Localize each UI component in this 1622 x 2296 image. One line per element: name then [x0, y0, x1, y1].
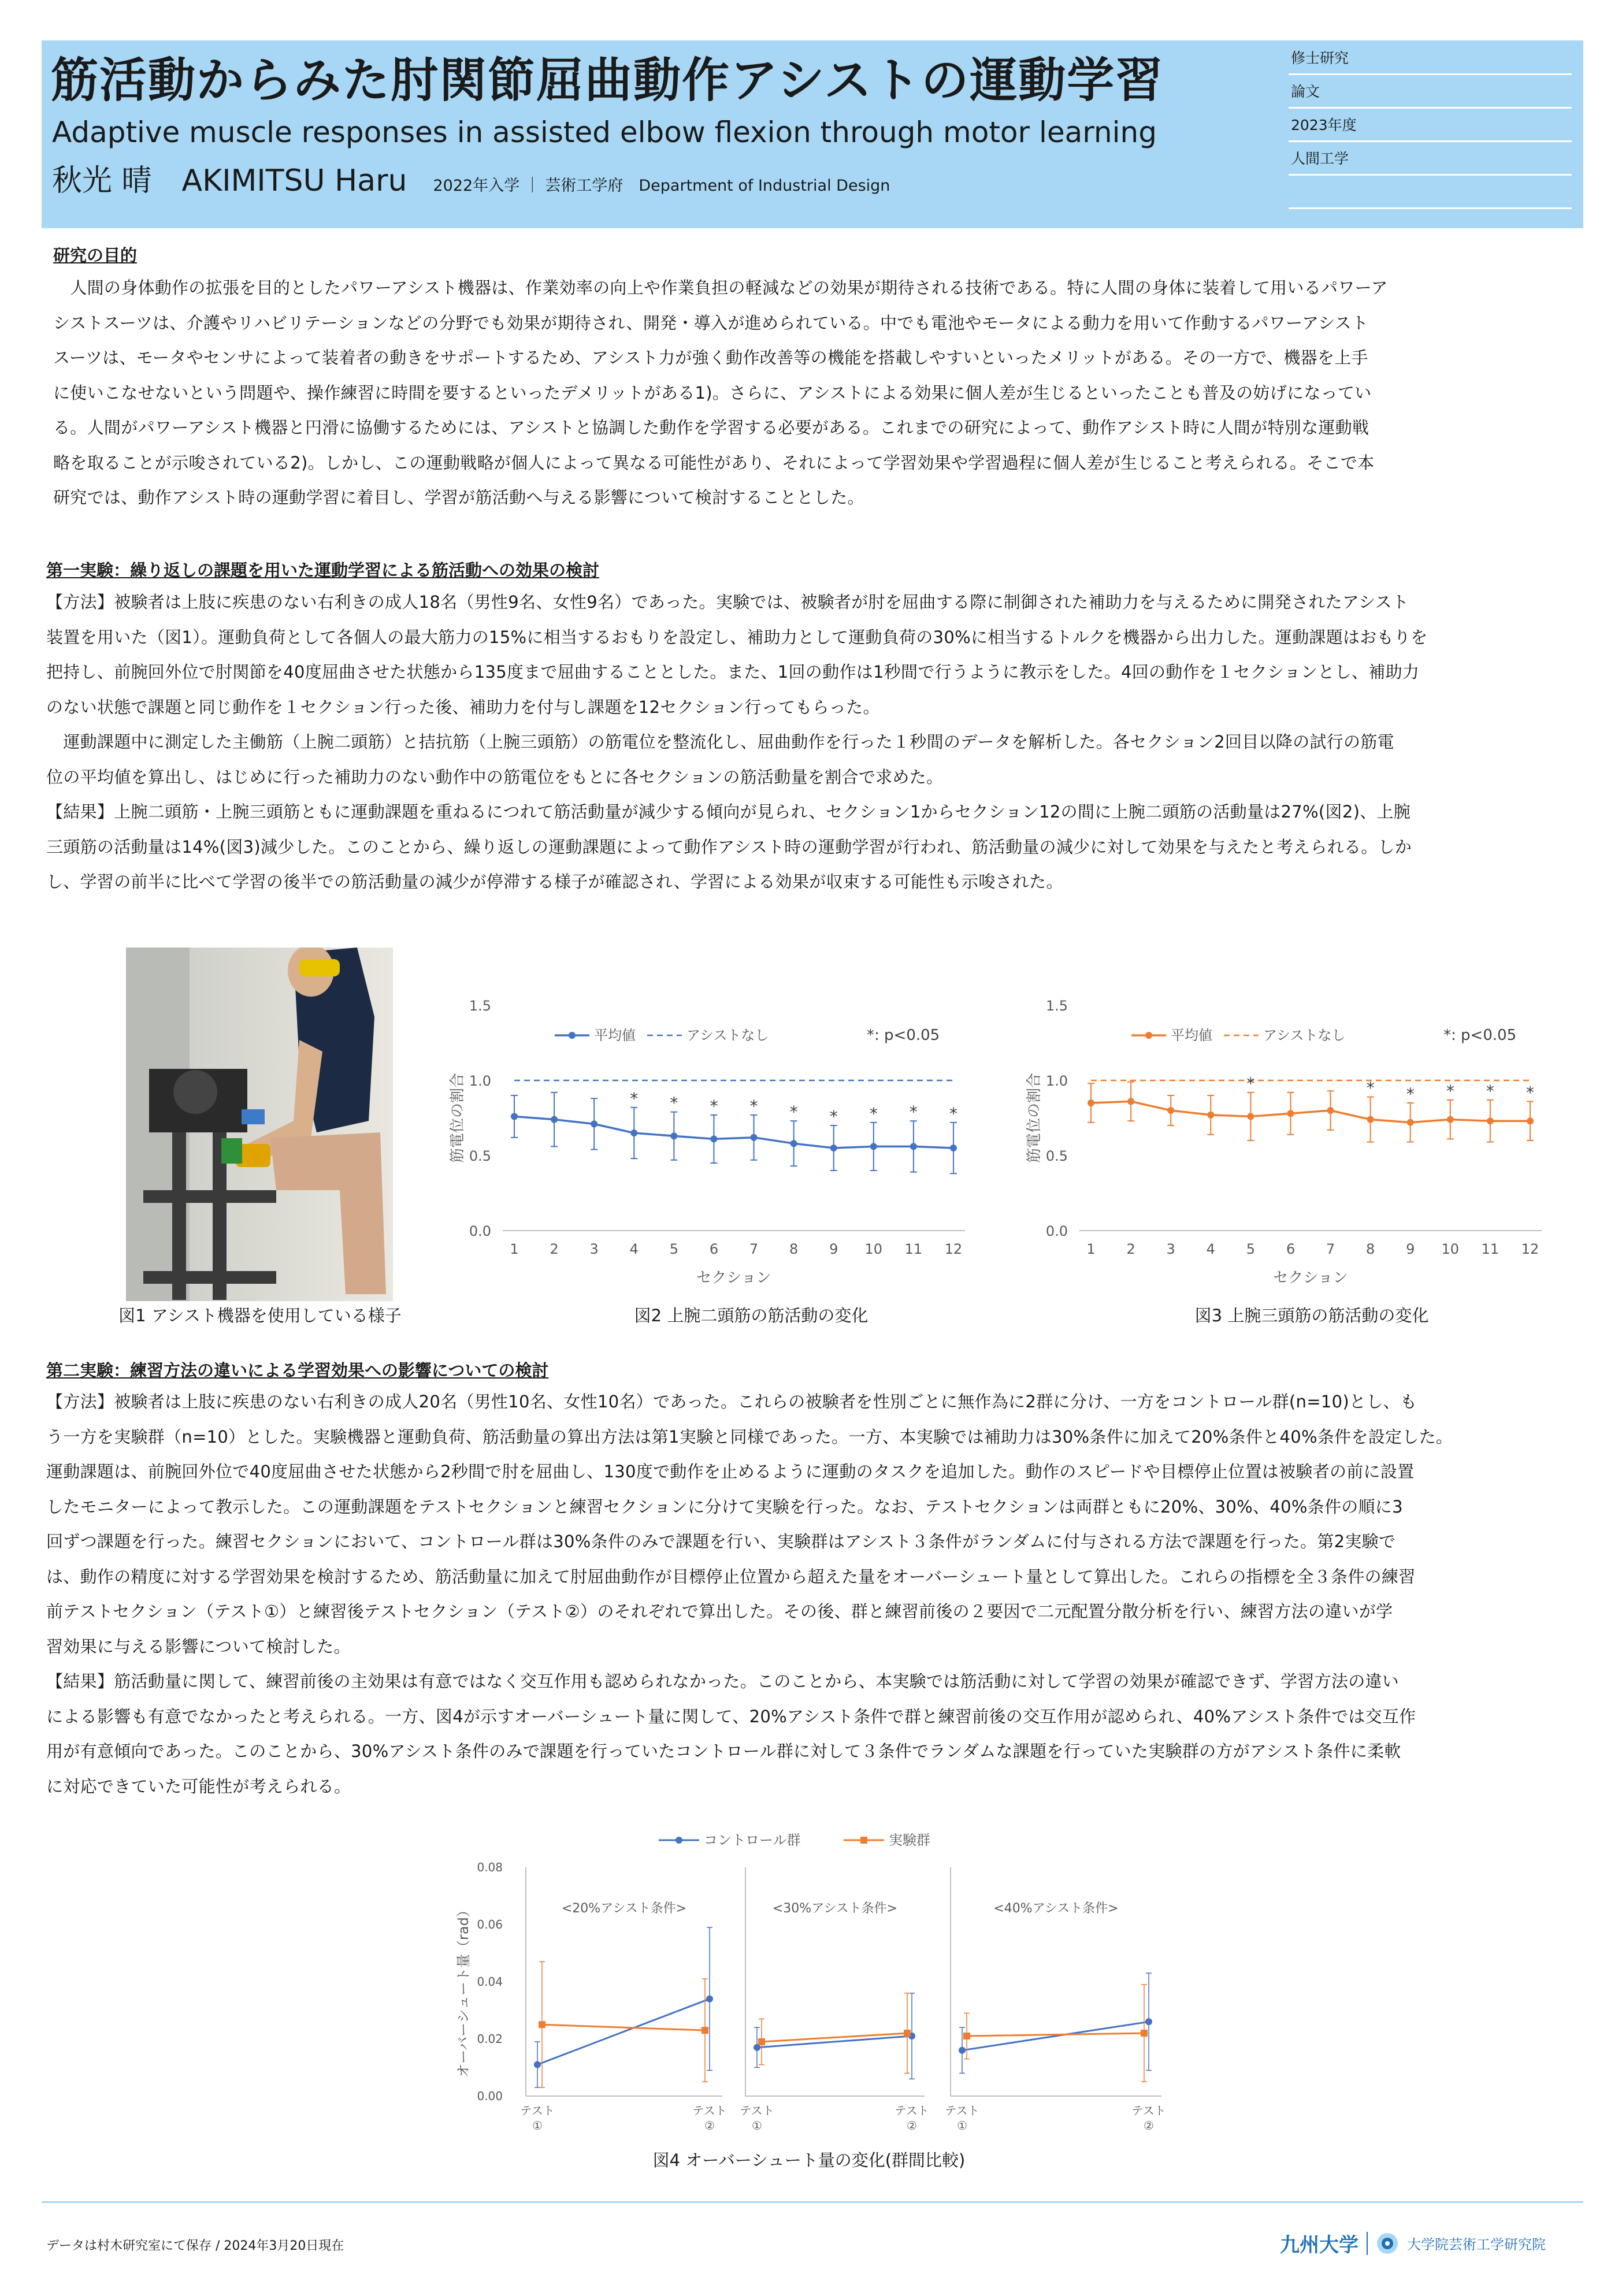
- significance-marker: *: [710, 1096, 718, 1116]
- text-line: 【方法】被験者は上肢に疾患のない右利きの成人18名（男性9名、女性9名）であった。実験では、被験者が肘を屈曲する際に制御された補助力を与えるために開発されたアシスト: [46, 592, 1409, 612]
- legend-marker-control: [675, 1837, 682, 1844]
- text-line: したモニターによって教示した。この運動課題をテストセクションと練習セクションに分けて実験を行った。なお、テストセクションは両群ともに20%、30%、40%条件の順に3: [46, 1496, 1403, 1517]
- x-tick-label: 3: [589, 1241, 599, 1257]
- data-point: [701, 2027, 708, 2034]
- significance-note: *: p<0.05: [1443, 1027, 1517, 1044]
- meta-blank: [1289, 176, 1572, 209]
- data-point: [1145, 2018, 1152, 2025]
- data-point: [1167, 1107, 1174, 1114]
- text-line: 装置を用いた（図1）。運動負荷として各個人の最大筋力の15%に相当するおもりを設定し、補助力として運動負荷の30%に相当するトルクを機器から出力した。運動課題はおもりを: [46, 627, 1428, 647]
- significance-marker: *: [829, 1107, 838, 1126]
- x-tick-label: 5: [1246, 1241, 1256, 1257]
- x-tick-label: テスト: [1131, 2104, 1166, 2117]
- university-name: 九州大学: [1280, 2234, 1359, 2257]
- text-line: 運動課題中に測定した主働筋（上腕二頭筋）と拮抗筋（上腕三頭筋）の筋電位を整流化し、屈曲動作を行った１秒間のデータを解析した。各セクション2回目以降の試行の筋電: [46, 732, 1394, 752]
- fig4-chart: [445, 1823, 1185, 2146]
- text-line: 人間の身体動作の拡張を目的としたパワーアシスト機器は、作業効率の向上や作業負担の軽減などの効果が期待される技術である。特に人間の身体に装着して用いるパワーア: [53, 278, 1388, 298]
- text-line: スーツは、モータやセンサによって装着者の動きをサポートするため、アシスト力が強く動作改善等の機能を搭載しやすいといったメリットがある。その一方で、機器を上手: [53, 348, 1368, 367]
- meta-table: [1289, 42, 1572, 209]
- meta-year: 2023年度: [1289, 109, 1572, 142]
- exp2-paragraph: [46, 1384, 1586, 1804]
- text-line: 用が有意傾向であった。このことから、30%アシスト条件のみで課題を行っていたコントロール群に対して３条件でランダムな課題を行っていた実験群の方がアシスト条件に柔軟: [46, 1741, 1401, 1761]
- data-point: [670, 1132, 677, 1139]
- x-tick-label: 6: [709, 1241, 719, 1257]
- x-tick-label: テスト: [692, 2104, 727, 2117]
- panel-label: <20%アシスト条件>: [561, 1901, 687, 1916]
- footer-note: データは村木研究室にて保存 / 2024年3月20日現在: [46, 2239, 344, 2253]
- text-line: に使いこなせないという問題や、操作練習に時間を要するといったデメリットがある1)。さらに、アシストによる効果に個人差が生じるといったことも普及の妨げになってい: [53, 382, 1372, 403]
- fig2-chart: [445, 994, 988, 1294]
- x-tick-label: 8: [789, 1241, 799, 1257]
- x-tick-label: テスト: [894, 2104, 929, 2117]
- x-tick-label: 10: [864, 1241, 883, 1257]
- data-point: [1407, 1119, 1414, 1126]
- panel-label: <40%アシスト条件>: [993, 1901, 1119, 1916]
- x-tick-label: 10: [1441, 1241, 1460, 1257]
- author-name: 秋光 晴 AKIMITSU Haru: [52, 164, 407, 198]
- footer-rule: [42, 2201, 1583, 2203]
- purpose-paragraph: [53, 270, 1584, 515]
- x-tick-label: 4: [1206, 1241, 1215, 1257]
- x-tick-label: 4: [629, 1241, 639, 1257]
- x-tick-label: ②: [1144, 2119, 1154, 2132]
- x-tick-label: 1: [1086, 1241, 1096, 1257]
- exp1-title: 第一実験：繰り返しの課題を用いた運動学習による筋活動への効果の検討: [46, 560, 600, 580]
- meta-type: 論文: [1289, 75, 1572, 109]
- y-tick-label: 0.06: [477, 1918, 503, 1931]
- panel-label: <30%アシスト条件>: [772, 1901, 898, 1916]
- exp1-paragraph: [46, 585, 1583, 900]
- x-tick-label: 9: [1406, 1241, 1415, 1257]
- data-point: [963, 2033, 970, 2039]
- meta-category: 修士研究: [1289, 42, 1572, 75]
- logo-separator: [1367, 2232, 1368, 2255]
- text-line: 運動課題は、前腕回外位で40度屈曲させた状態から2秒間で肘を屈曲し、130度で動作を止めるように運動のタスクを追加した。動作のスピードや目標停止位置は被験者の前に設置: [46, 1462, 1415, 1481]
- purpose-title: 研究の目的: [53, 246, 138, 265]
- text-line: う一方を実験群（n=10）とした。実験機器と運動負荷、筋活動量の算出方法は第1実験と同様であった。一方、本実験では補助力は30%条件に加えて20%条件と40%条件を設定した。: [46, 1426, 1453, 1447]
- y-tick-label: 0.5: [1045, 1148, 1068, 1164]
- legend-label-mean: 平均値: [1171, 1027, 1212, 1043]
- text-line: 研究では、動作アシスト時の運動学習に着目し、学習が筋活動へ与える影響について検討することとした。: [53, 488, 864, 507]
- significance-marker: *: [1446, 1081, 1454, 1101]
- x-tick-label: ②: [704, 2119, 715, 2132]
- data-point: [830, 1145, 837, 1151]
- series-line-mean: [514, 1116, 953, 1148]
- fig1-caption: 図1 アシスト機器を使用している様子: [118, 1306, 402, 1325]
- text-line: に対応できていた可能性が考えられる。: [46, 1776, 351, 1796]
- data-point: [751, 1134, 758, 1141]
- author-line: [52, 156, 890, 199]
- x-tick-label: 7: [749, 1241, 759, 1257]
- legend-label-experimental: 実験群: [889, 1832, 930, 1848]
- data-point: [534, 2061, 541, 2068]
- x-tick-label: 7: [1326, 1241, 1335, 1257]
- data-point: [1247, 1113, 1254, 1120]
- x-tick-label: テスト: [945, 2104, 979, 2117]
- footer-logo: [1280, 2229, 1546, 2257]
- text-line: 回ずつ課題を行った。練習セクションにおいて、コントロール群は30%条件のみで課題を行い、実験群はアシスト３条件がランダムに付与される方法で課題を行った。第2実験で: [46, 1532, 1396, 1551]
- text-line: は、動作の精度に対する学習効果を検討するため、筋活動量に加えて肘屈曲動作が目標停止位置から超えた量をオーバーシュート量として算出した。これらの指標を全３条件の練習: [46, 1566, 1416, 1587]
- legend-label-no-assist: アシストなし: [686, 1027, 769, 1043]
- fig2-caption: 図2 上腕二頭筋の筋活動の変化: [634, 1306, 868, 1325]
- title-english: Adaptive muscle responses in assisted elbow flexion through motor learning: [52, 116, 1157, 149]
- text-line: 位の平均値を算出し、はじめに行った補助力のない動作中の筋電位をもとに各セクションの筋活動量を割合で求めた。: [46, 767, 944, 787]
- x-tick-label: テスト: [740, 2104, 774, 2117]
- legend-label-control: コントロール群: [704, 1832, 801, 1848]
- x-tick-label: テスト: [520, 2104, 555, 2117]
- data-point: [1327, 1107, 1334, 1114]
- title-japanese: 筋活動からみた肘関節屈曲動作アシストの運動学習: [51, 53, 1164, 108]
- significance-marker: *: [1486, 1081, 1494, 1101]
- significance-marker: *: [1246, 1073, 1255, 1093]
- data-point: [710, 1135, 717, 1142]
- legend-marker-experimental: [860, 1837, 867, 1844]
- data-point: [1447, 1116, 1454, 1123]
- significance-marker: *: [670, 1093, 678, 1113]
- x-tick-label: ①: [532, 2119, 543, 2132]
- y-tick-label: 0.00: [477, 2089, 503, 2103]
- significance-marker: *: [909, 1102, 918, 1122]
- data-point: [790, 1140, 797, 1147]
- data-point: [551, 1116, 558, 1123]
- x-axis-label: セクション: [1273, 1269, 1348, 1287]
- department-name: 大学院芸術工学研究院: [1407, 2236, 1546, 2253]
- text-line: 略を取ることが示唆されている2)。しかし、この運動戦略が個人によって異なる可能性があり、それによって学習効果や学習過程に個人差が生じること考えられる。そこで本: [53, 452, 1375, 473]
- text-line: による影響も有意でなかったと考えられる。一方、図4が示すオーバーシュート量に関して、20%アシスト条件で群と練習前後の交互作用が認められ、40%アシスト条件では交互作: [46, 1706, 1416, 1726]
- legend-marker: [569, 1032, 576, 1039]
- data-point: [950, 1145, 957, 1151]
- y-tick-label: 1.0: [1045, 1073, 1068, 1089]
- series-line: [542, 2024, 705, 2030]
- y-tick-label: 0.08: [477, 1860, 503, 1874]
- exp2-title: 第二実験：練習方法の違いによる学習効果への影響についての検討: [46, 1361, 549, 1380]
- y-tick-label: 0.04: [477, 1975, 503, 1989]
- x-tick-label: 12: [944, 1241, 963, 1257]
- text-line: 【結果】筋活動量に関して、練習前後の主効果は有意ではなく交互作用も認められなかった。このことから、本実験では筋活動に対して学習の効果が確認できず、学習方法の違い: [46, 1671, 1400, 1691]
- data-point: [539, 2021, 545, 2028]
- text-line: シストスーツは、介護やリハビリテーションなどの分野でも効果が期待され、開発・導入が進められている。中でも電池やモータによる動力を用いて作動するパワーアシスト: [53, 313, 1369, 333]
- data-point: [511, 1113, 518, 1120]
- data-point: [1207, 1112, 1214, 1119]
- legend-marker: [1145, 1032, 1152, 1039]
- x-tick-label: 2: [550, 1241, 559, 1257]
- text-line: 習効果に与える影響について検討した。: [46, 1636, 351, 1656]
- fig4-caption: 図4 オーバーシュート量の変化(群間比較): [652, 2150, 966, 2170]
- x-tick-label: 5: [669, 1241, 679, 1257]
- significance-marker: *: [869, 1104, 878, 1123]
- x-tick-label: 3: [1166, 1241, 1175, 1257]
- series-line: [537, 1999, 710, 2065]
- x-tick-label: 11: [904, 1241, 923, 1257]
- significance-marker: *: [949, 1104, 957, 1123]
- fig1-photo: [126, 948, 393, 1301]
- x-tick-label: 1: [510, 1241, 519, 1257]
- text-line: のない状態で課題と同じ動作を１セクション行った後、補助力を付与し課題を12セクション行ってもらった。: [46, 697, 880, 717]
- text-line: し、学習の前半に比べて学習の後半での筋活動量の減少が停滞する様子が確認され、学習による効果が収束する可能性も示唆された。: [46, 872, 1063, 891]
- legend-label-mean: 平均値: [594, 1027, 636, 1043]
- author-meta: 2022年入学 ｜ 芸術工学府 Department of Industrial Design: [433, 177, 890, 195]
- data-point: [1287, 1110, 1294, 1117]
- x-axis-label: セクション: [696, 1269, 771, 1287]
- data-point: [591, 1120, 597, 1127]
- significance-marker: *: [1526, 1083, 1534, 1102]
- header-banner: [42, 40, 1583, 228]
- y-tick-label: 1.0: [469, 1073, 491, 1089]
- x-tick-label: 2: [1126, 1241, 1135, 1257]
- x-tick-label: ②: [907, 2119, 917, 2132]
- fig3-caption: 図3 上腕三頭筋の筋活動の変化: [1194, 1306, 1429, 1325]
- x-tick-label: ①: [752, 2119, 762, 2132]
- x-tick-label: 6: [1286, 1241, 1296, 1257]
- y-tick-label: 1.5: [1045, 998, 1068, 1014]
- text-line: 【結果】上腕二頭筋・上腕三頭筋ともに運動課題を重ねるにつれて筋活動量が減少する傾向が見られ、セクション1からセクション12の間に上腕二頭筋の活動量は27%(図2)、上腕: [46, 802, 1411, 822]
- y-tick-label: 0.5: [469, 1148, 491, 1164]
- data-point: [904, 2030, 911, 2037]
- data-point: [630, 1130, 637, 1136]
- x-tick-label: 8: [1365, 1241, 1375, 1257]
- x-tick-label: 9: [829, 1241, 838, 1257]
- data-point: [1087, 1099, 1094, 1106]
- y-axis-label: 筋電位の割合: [1026, 1072, 1043, 1164]
- faculty-logo-icon: [1376, 2232, 1399, 2255]
- y-tick-label: 0.0: [469, 1223, 491, 1239]
- y-tick-label: 0.02: [477, 2032, 503, 2046]
- significance-marker: *: [630, 1088, 639, 1108]
- significance-marker: *: [749, 1096, 758, 1116]
- data-point: [1367, 1116, 1374, 1123]
- data-point: [1487, 1117, 1494, 1124]
- series-line-mean: [1091, 1101, 1530, 1122]
- data-point: [959, 2047, 966, 2054]
- significance-note: *: p<0.05: [867, 1027, 940, 1044]
- text-line: る。人間がパワーアシスト機器と円滑に協働するためには、アシストと協調した動作を学習する必要がある。これまでの研究によって、動作アシスト時に人間が特別な運動戦: [53, 418, 1369, 437]
- text-line: 【方法】被験者は上肢に疾患のない右利きの成人20名（男性10名、女性10名）であった。これらの被験者を性別ごとに無作為に2群に分け、一方をコントロール群(n=10)とし、も: [46, 1392, 1417, 1411]
- significance-marker: *: [1406, 1084, 1415, 1104]
- data-point: [910, 1143, 917, 1150]
- y-axis-label: オーバーシュート量（rad）: [455, 1903, 472, 2078]
- y-axis-label: 筋電位の割合: [449, 1072, 466, 1164]
- data-point: [1127, 1098, 1134, 1105]
- data-point: [1141, 2030, 1148, 2037]
- y-tick-label: 1.5: [469, 998, 491, 1014]
- significance-marker: *: [789, 1102, 798, 1122]
- meta-field: 人間工学: [1289, 142, 1572, 176]
- data-point: [1527, 1117, 1534, 1124]
- text-line: 把持し、前腕回外位で肘関節を40度屈曲させた状態から135度まで屈曲することとした。また、1回の動作は1秒間で行うように教示をした。4回の動作を１セクションとし、補助力: [46, 662, 1420, 682]
- legend-label-no-assist: アシストなし: [1263, 1027, 1346, 1043]
- data-point: [758, 2038, 765, 2045]
- text-line: 三頭筋の活動量は14%(図3)減少した。このことから、繰り返しの運動課題によって動作アシスト時の運動学習が行われ、筋活動量の減少に対して効果を与えたと考えられる。しか: [46, 837, 1412, 857]
- text-line: 前テストセクション（テスト①）と練習後テストセクション（テスト②）のそれぞれで算出した。その後、群と練習前後の２要因で二元配置分散分析を行い、練習方法の違いが学: [46, 1602, 1393, 1621]
- x-tick-label: 12: [1521, 1241, 1539, 1257]
- data-point: [870, 1143, 877, 1150]
- significance-marker: *: [1366, 1078, 1375, 1098]
- y-tick-label: 0.0: [1045, 1223, 1068, 1239]
- fig3-chart: [1022, 994, 1565, 1294]
- x-tick-label: ①: [957, 2119, 967, 2132]
- x-tick-label: 11: [1481, 1241, 1499, 1257]
- data-point: [706, 1996, 713, 2003]
